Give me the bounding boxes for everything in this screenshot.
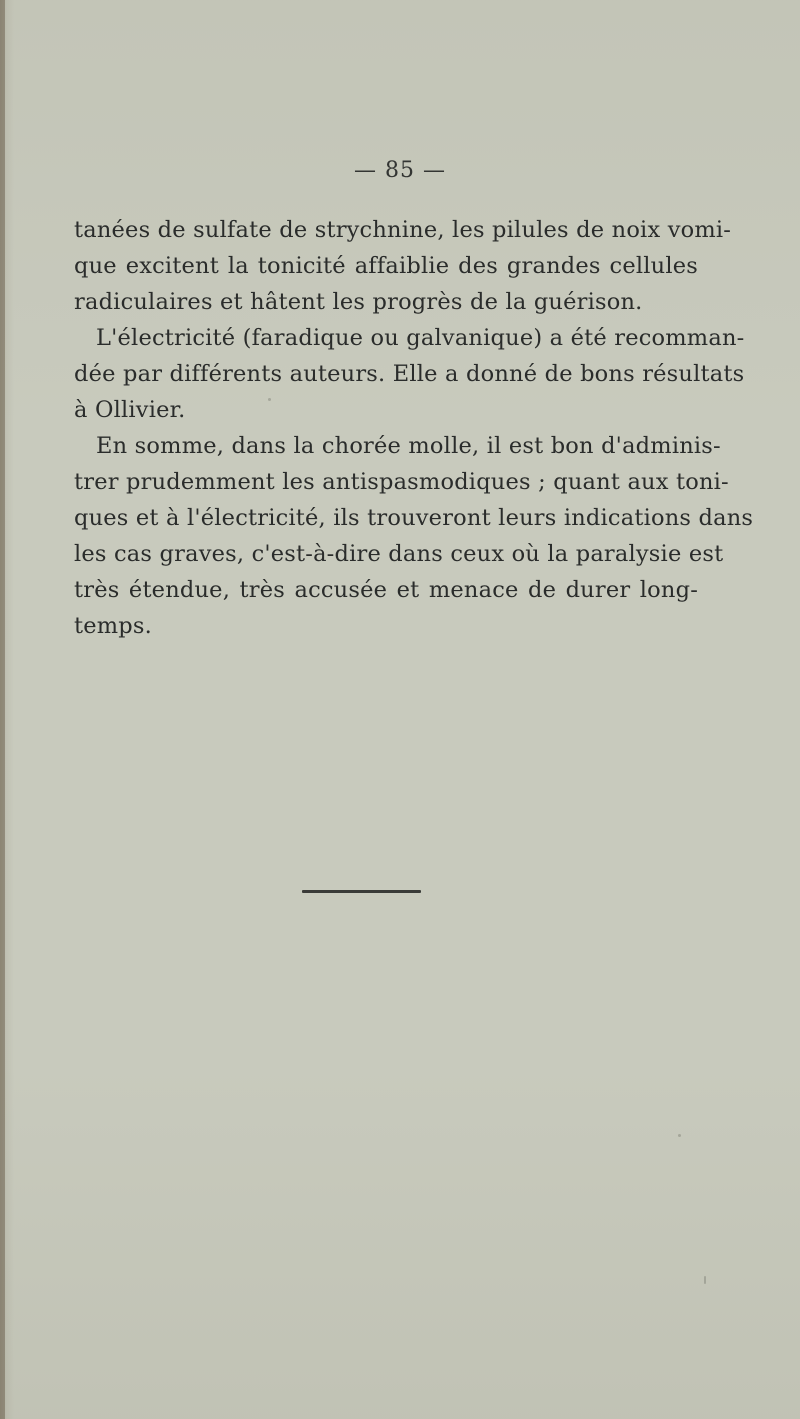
text-line: tanées de sulfate de strychnine, les pilules de noix vomi- xyxy=(74,217,732,243)
text-line: que excitent la tonicité affaiblie des grandes cellules xyxy=(74,253,698,279)
text-line: à Ollivier. xyxy=(74,397,186,423)
section-end-rule xyxy=(302,890,421,893)
text-line: radiculaires et hâtent les progrès de la guérison. xyxy=(74,289,643,315)
text-line: les cas graves, c'est-à-dire dans ceux où la paralysie est xyxy=(74,541,724,567)
body-text xyxy=(74,212,754,644)
paper-speck xyxy=(678,1134,681,1137)
paper-speck xyxy=(704,1276,706,1284)
text-line: L'électricité (faradique ou galvanique) a été recomman- xyxy=(96,325,745,351)
page-gutter-shadow xyxy=(0,0,5,1419)
text-line: temps. xyxy=(74,613,152,639)
text-line: dée par différents auteurs. Elle a donné de bons résultats xyxy=(74,361,745,387)
paper-speck xyxy=(268,398,271,401)
text-line: trer prudemment les antispasmodiques ; quant aux toni- xyxy=(74,469,729,495)
text-line: En somme, dans la chorée molle, il est bon d'adminis- xyxy=(96,433,721,459)
text-line: très étendue, très accusée et menace de durer long- xyxy=(74,577,698,603)
page-number: — 85 — xyxy=(354,158,446,183)
text-line: ques et à l'électricité, ils trouveront leurs indications dans xyxy=(74,505,754,531)
